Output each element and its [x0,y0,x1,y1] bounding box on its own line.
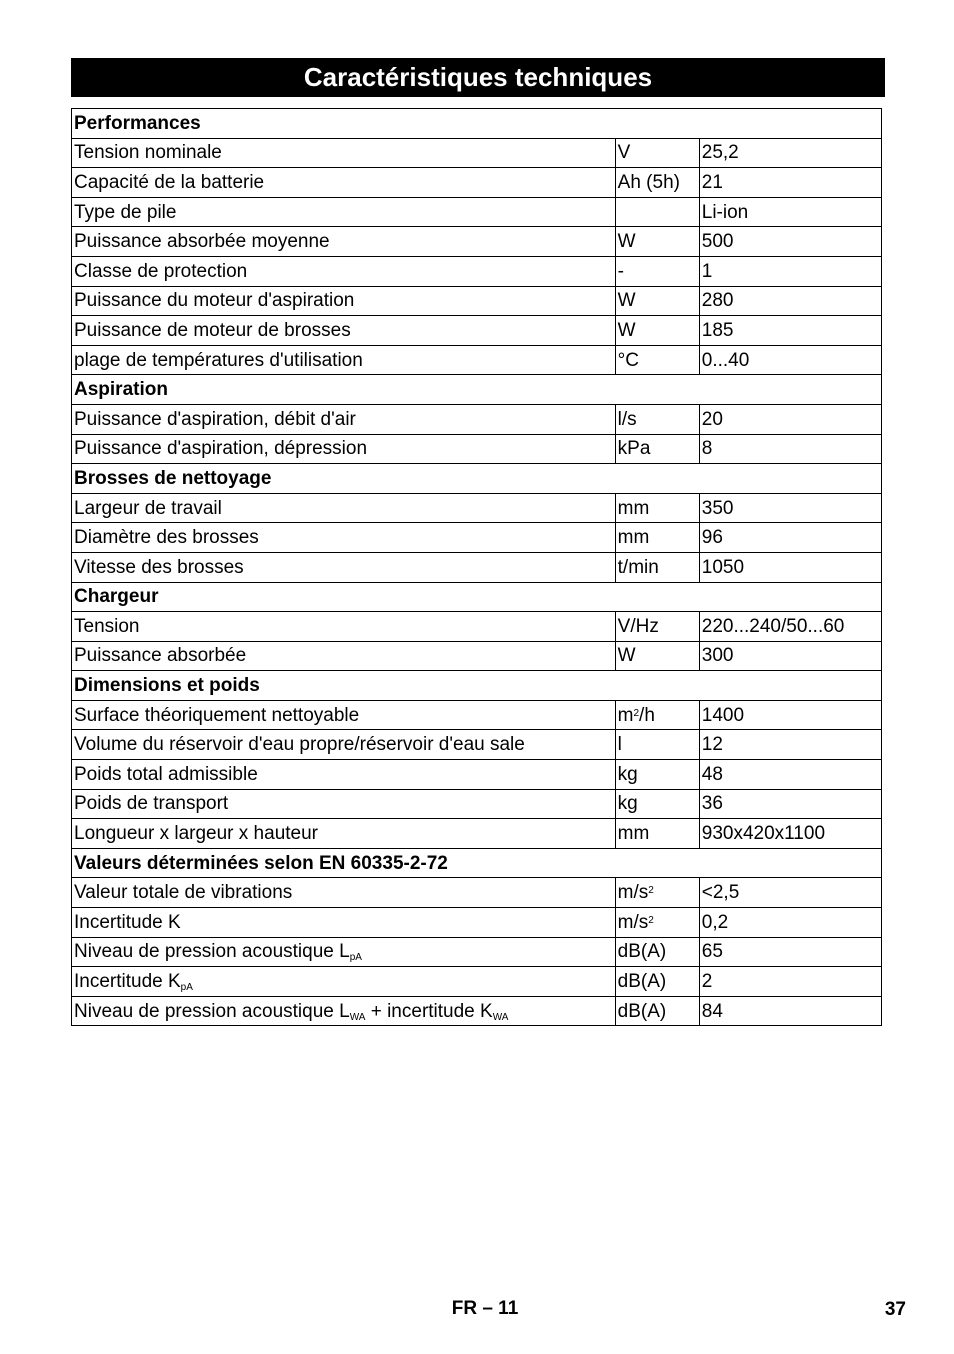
spec-unit-suffix: /h [639,704,655,726]
spec-unit: dB(A) [617,971,667,993]
section-header-row [72,109,882,139]
spec-label: Type de pile [74,201,177,223]
page-title: Caractéristiques techniques [71,58,885,97]
spec-unit-cell [615,612,699,642]
spec-value-cell [699,967,881,997]
spec-label-subscript: pA [349,952,362,964]
spec-unit-cell [615,138,699,168]
spec-unit-cell [615,404,699,434]
spec-row [72,256,882,286]
spec-label: Tension [74,615,140,637]
spec-unit: mm [617,823,650,845]
spec-row [72,138,882,168]
spec-value-cell [699,700,881,730]
spec-value-cell [699,937,881,967]
spec-value: 65 [701,941,723,963]
section-heading: Chargeur [72,582,882,612]
spec-value-cell [699,730,881,760]
spec-value-cell [699,908,881,938]
spec-label-continuation: + incertitude K [365,1000,493,1022]
spec-unit-cell [615,760,699,790]
spec-row [72,967,882,997]
spec-value: 25,2 [701,142,739,164]
spec-value-cell [699,138,881,168]
spec-label-cell [72,760,616,790]
spec-label: Puissance d'aspiration, débit d'air [74,408,356,430]
spec-row [72,404,882,434]
spec-label-cell [72,286,616,316]
spec-row [72,612,882,642]
technical-specs-table [71,108,882,1026]
spec-label-cell [72,552,616,582]
spec-label-cell [72,138,616,168]
spec-unit-cell [615,967,699,997]
spec-label-cell [72,345,616,375]
spec-unit: m [617,704,634,726]
spec-unit-cell [615,641,699,671]
spec-label: plage de températures d'utilisation [74,349,363,371]
spec-unit: kPa [617,438,651,460]
spec-label-cell [72,789,616,819]
spec-value: 20 [701,408,723,430]
spec-value-cell [699,197,881,227]
section-header-row [72,375,882,405]
spec-value: 48 [701,763,723,785]
spec-label-cell [72,967,616,997]
section-heading: Performances [72,109,882,139]
spec-row [72,227,882,257]
spec-label: Puissance d'aspiration, dépression [74,438,368,460]
spec-row [72,493,882,523]
spec-unit: m/s [617,911,649,933]
spec-unit: W [617,645,636,667]
section-header-row [72,848,882,878]
section-header-row [72,464,882,494]
spec-row [72,316,882,346]
spec-value: 21 [701,171,723,193]
spec-unit-cell [615,493,699,523]
spec-value: 1050 [701,556,745,578]
spec-label-cell [72,730,616,760]
spec-value: 12 [701,734,723,756]
spec-value-cell [699,434,881,464]
spec-label: Poids total admissible [74,763,258,785]
spec-value: 185 [701,319,734,341]
spec-unit: V [617,142,631,164]
spec-value: 930x420x1100 [701,823,826,845]
spec-label-cell [72,612,616,642]
spec-unit: t/min [617,556,659,578]
spec-row [72,996,882,1026]
spec-unit-cell [615,434,699,464]
spec-row [72,878,882,908]
spec-unit-cell [615,523,699,553]
spec-label: Capacité de la batterie [74,171,265,193]
spec-value: Li-ion [701,201,749,223]
spec-value: 300 [701,645,734,667]
spec-row [72,345,882,375]
spec-value-cell [699,345,881,375]
spec-label: Incertitude K [74,911,181,933]
spec-row [72,937,882,967]
spec-label: Classe de protection [74,260,248,282]
spec-unit: l/s [617,408,637,430]
section-heading: Aspiration [72,375,882,405]
section-header-row [72,582,882,612]
spec-label-cell [72,227,616,257]
spec-label-cell [72,168,616,198]
spec-row [72,523,882,553]
spec-unit-cell [615,789,699,819]
spec-label-subscript: WA [349,1011,366,1023]
section-heading: Valeurs déterminées selon EN 60335-2-72 [72,848,882,878]
spec-value-cell [699,878,881,908]
spec-label-cell [72,493,616,523]
spec-label: Tension nominale [74,142,222,164]
spec-unit: Ah (5h) [617,171,680,193]
spec-value: 0,2 [701,911,729,933]
spec-unit: mm [617,497,650,519]
spec-value: 96 [701,527,723,549]
spec-value-cell [699,316,881,346]
spec-unit: mm [617,527,650,549]
footer-section-label: FR – 11 [451,1298,519,1319]
spec-value-cell [699,789,881,819]
spec-label-cell [72,819,616,849]
spec-unit: l [617,734,622,756]
spec-row [72,730,882,760]
spec-value: 350 [701,497,734,519]
spec-value-cell [699,641,881,671]
spec-value: 2 [701,971,713,993]
spec-label: Puissance de moteur de brosses [74,319,351,341]
spec-label-cell [72,878,616,908]
spec-label-cell [72,937,616,967]
spec-unit-cell [615,316,699,346]
spec-row [72,819,882,849]
spec-value-cell [699,552,881,582]
spec-value-cell [699,612,881,642]
spec-row [72,168,882,198]
spec-unit-cell [615,227,699,257]
spec-label-cell [72,641,616,671]
spec-row [72,641,882,671]
spec-unit: °C [617,349,639,371]
spec-value: 8 [701,438,713,460]
spec-value-cell [699,286,881,316]
spec-unit-superscript: 2 [648,885,654,897]
spec-value-cell [699,404,881,434]
spec-label: Incertitude K [74,971,181,993]
spec-unit-cell [615,168,699,198]
spec-label: Poids de transport [74,793,229,815]
spec-row [72,552,882,582]
spec-unit: kg [617,763,638,785]
spec-label: Largeur de travail [74,497,222,519]
spec-unit-cell [615,197,699,227]
spec-unit-cell [615,256,699,286]
spec-value-cell [699,819,881,849]
spec-row [72,434,882,464]
spec-unit-cell [615,345,699,375]
spec-unit: kg [617,793,638,815]
spec-unit: W [617,290,636,312]
spec-unit: m/s [617,882,649,904]
spec-label-cell [72,996,616,1026]
spec-value-cell [699,227,881,257]
spec-row [72,286,882,316]
spec-value: <2,5 [701,882,740,904]
spec-row [72,197,882,227]
spec-label-cell [72,256,616,286]
spec-row [72,700,882,730]
spec-unit: - [617,260,624,282]
spec-value: 84 [701,1000,723,1022]
spec-label: Puissance absorbée moyenne [74,231,330,253]
spec-unit-cell [615,730,699,760]
spec-label-subscript: pA [180,982,193,994]
spec-label-cell [72,523,616,553]
spec-value: 280 [701,290,734,312]
spec-value-cell [699,493,881,523]
spec-label: Vitesse des brosses [74,556,244,578]
spec-label: Puissance du moteur d'aspiration [74,290,355,312]
spec-label: Puissance absorbée [74,645,247,667]
spec-label-cell [72,404,616,434]
spec-unit-superscript: 2 [648,914,654,926]
spec-label-cell [72,700,616,730]
spec-unit-cell [615,996,699,1026]
spec-label: Niveau de pression acoustique L [74,1000,350,1022]
spec-value: 1400 [701,704,745,726]
spec-value-cell [699,523,881,553]
spec-label: Valeur totale de vibrations [74,882,293,904]
spec-label: Niveau de pression acoustique L [74,941,350,963]
spec-label-cell [72,197,616,227]
spec-unit: W [617,231,636,253]
spec-label-cell [72,908,616,938]
spec-label: Surface théoriquement nettoyable [74,704,360,726]
spec-value: 36 [701,793,723,815]
spec-value-cell [699,256,881,286]
spec-row [72,789,882,819]
spec-unit: W [617,319,636,341]
spec-unit-cell [615,908,699,938]
spec-unit: dB(A) [617,941,667,963]
spec-value: 220...240/50...60 [701,615,845,637]
spec-label-cell [72,434,616,464]
section-header-row [72,671,882,701]
spec-unit: dB(A) [617,1000,667,1022]
spec-label-cell [72,316,616,346]
spec-value: 500 [701,231,734,253]
spec-row [72,908,882,938]
spec-unit-superscript: 2 [633,707,640,719]
spec-unit: V/Hz [617,615,659,637]
spec-value-cell [699,760,881,790]
spec-value: 1 [701,260,713,282]
spec-unit-cell [615,819,699,849]
spec-label: Volume du réservoir d'eau propre/réservoir d'eau sale [74,734,525,756]
spec-value-cell [699,168,881,198]
spec-label: Longueur x largeur x hauteur [74,823,318,845]
spec-value: 0...40 [701,349,750,371]
spec-label: Diamètre des brosses [74,527,259,549]
spec-row [72,760,882,790]
spec-value-cell [699,996,881,1026]
section-heading: Brosses de nettoyage [72,464,882,494]
footer-page-number: 37 [884,1299,906,1320]
spec-unit-cell [615,937,699,967]
spec-unit-cell [615,552,699,582]
spec-unit-cell [615,700,699,730]
spec-unit-cell [615,286,699,316]
spec-label-subscript: WA [492,1011,509,1023]
section-heading: Dimensions et poids [72,671,882,701]
spec-unit-cell [615,878,699,908]
